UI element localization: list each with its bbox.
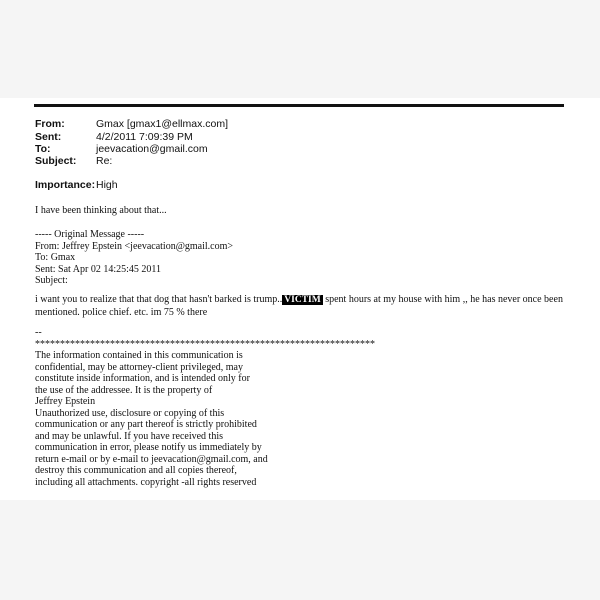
disclaimer-line: The information contained in this communication is bbox=[35, 350, 243, 361]
top-margin bbox=[0, 0, 600, 98]
to-value: jeevacation@gmail.com bbox=[96, 143, 208, 155]
disclaimer-line: Jeffrey Epstein bbox=[35, 396, 96, 407]
original-from: From: Jeffrey Epstein <jeevacation@gmail.com> bbox=[35, 240, 234, 252]
reply-text: I have been thinking about that... bbox=[35, 205, 167, 216]
importance-label: Importance: bbox=[35, 179, 96, 191]
original-subject: Subject: bbox=[35, 275, 68, 286]
disclaimer-line: including all attachments. copyright -all rights reserved bbox=[35, 476, 257, 488]
disclaimer-line: the use of the addressee. It is the property of bbox=[35, 384, 213, 396]
redaction-box: VICTIM bbox=[284, 295, 321, 305]
original-to: To: Gmax bbox=[35, 252, 76, 263]
message-line-1 bbox=[35, 294, 565, 307]
disclaimer-line: Unauthorized use, disclosure or copying of this bbox=[35, 407, 225, 419]
sent-value: 4/2/2011 7:09:39 PM bbox=[96, 131, 193, 143]
importance-value: High bbox=[96, 179, 118, 191]
asterisk-divider: ******************************************************************** bbox=[35, 338, 375, 350]
from-label: From: bbox=[35, 118, 65, 130]
disclaimer-block bbox=[35, 350, 565, 488]
disclaimer-line: and may be unlawful. If you have received this bbox=[35, 430, 223, 442]
signature-block bbox=[35, 327, 565, 350]
disclaimer-line: return e-mail or by e-mail to jeevacation@gmail.com, and bbox=[35, 453, 268, 465]
bottom-margin bbox=[0, 500, 600, 600]
message-line-2: mentioned. police chief. etc. im 75 % there bbox=[35, 306, 208, 318]
subject-value: Re: bbox=[96, 155, 113, 167]
disclaimer-line: destroy this communication and all copies thereof, bbox=[35, 465, 237, 476]
message-line-1-after: spent hours at my house with him ,, he has never once been bbox=[322, 294, 563, 305]
disclaimer-line: communication or any part thereof is strictly prohibited bbox=[35, 419, 257, 430]
to-label: To: bbox=[35, 143, 51, 155]
original-sent: Sent: Sat Apr 02 14:25:45 2011 bbox=[35, 263, 162, 275]
original-separator: ----- Original Message ----- bbox=[35, 229, 145, 240]
subject-label: Subject: bbox=[35, 155, 77, 167]
message-body bbox=[35, 294, 565, 318]
message-line-1-before: i want you to realize that that dog that hasn't barked is trump.. bbox=[35, 294, 283, 305]
original-message-block bbox=[35, 229, 565, 287]
sent-label: Sent: bbox=[35, 131, 62, 143]
disclaimer-line: constitute inside information, and is intended only for bbox=[35, 373, 250, 384]
from-value: Gmax [gmax1@ellmax.com] bbox=[96, 118, 229, 130]
disclaimer-line: communication in error, please notify us immediately by bbox=[35, 442, 262, 453]
header-rule bbox=[34, 104, 564, 107]
signature-dashes: -- bbox=[35, 327, 42, 338]
disclaimer-line: confidential, may be attorney-client privileged, may bbox=[35, 361, 243, 373]
